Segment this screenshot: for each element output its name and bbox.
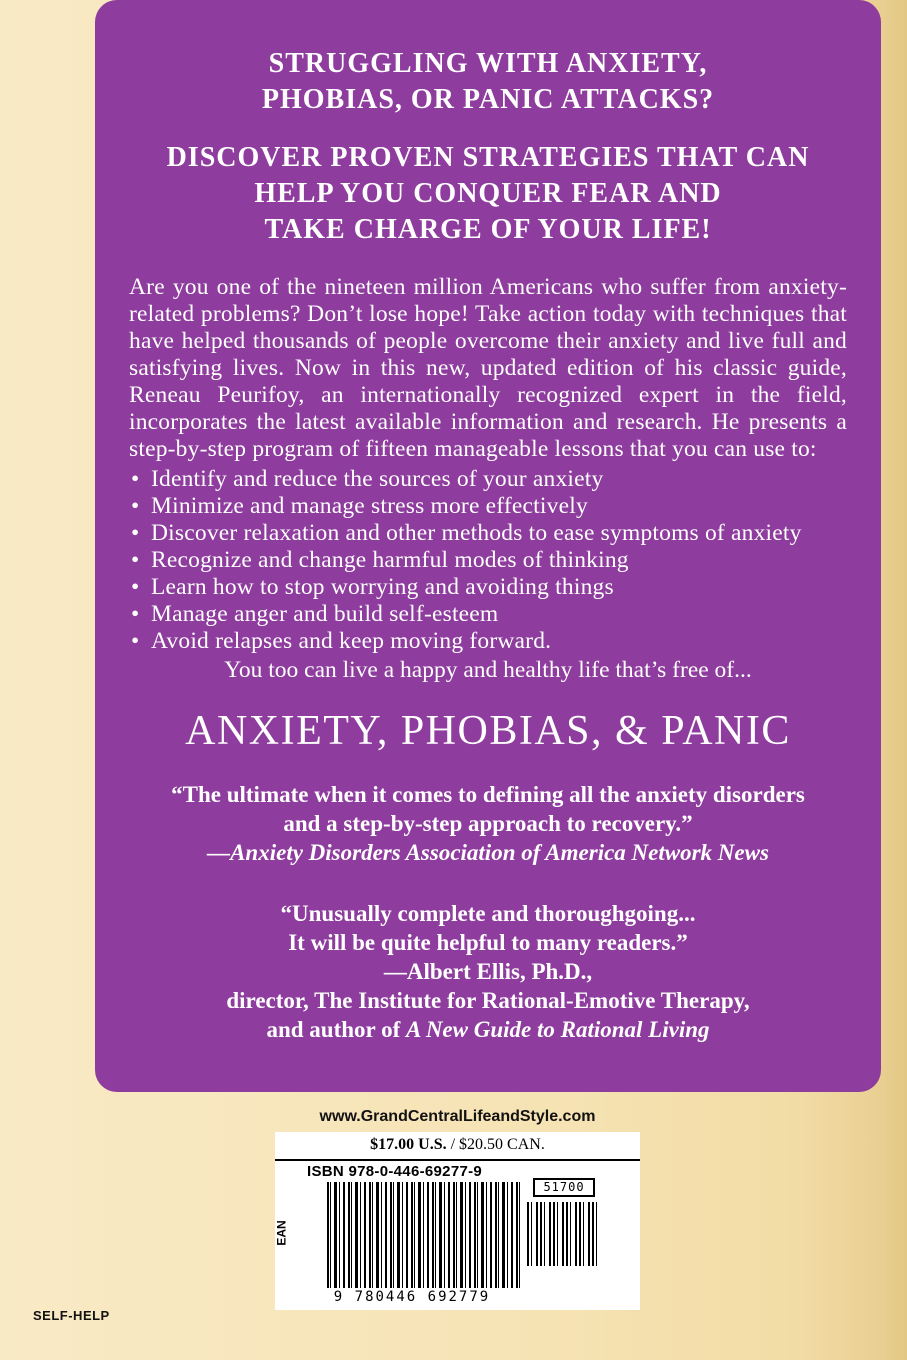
referenced-book-title: A New Guide to Rational Living bbox=[406, 1017, 710, 1042]
bullet-item: • Discover relaxation and other methods to ease symptoms of anxiety bbox=[129, 520, 847, 547]
book-title: ANXIETY, PHOBIAS, & PANIC bbox=[185, 708, 791, 754]
category-label: SELF-HELP bbox=[33, 1308, 110, 1323]
publisher-website-url: www.GrandCentralLifeandStyle.com bbox=[319, 1108, 596, 1125]
isbn-text: ISBN 978-0-446-69277-9 bbox=[307, 1163, 483, 1180]
price-us: $17.00 U.S. bbox=[370, 1136, 447, 1153]
price-can: / $20.50 CAN. bbox=[446, 1136, 545, 1153]
headline-line: TAKE CHARGE OF YOUR LIFE! bbox=[264, 214, 712, 245]
bullet-item: • Avoid relapses and keep moving forward. bbox=[129, 628, 847, 655]
headline-line: STRUGGLING WITH ANXIETY, bbox=[268, 48, 708, 79]
bullet-item: • Identify and reduce the sources of your anxiety bbox=[129, 466, 847, 493]
back-cover-purple-panel bbox=[95, 0, 881, 1092]
headline-line: HELP YOU CONQUER FEAR AND bbox=[254, 178, 722, 209]
barcode-image bbox=[327, 1182, 521, 1288]
barcode-addon-code: 51700 bbox=[533, 1178, 595, 1197]
ean-label: EAN bbox=[274, 1220, 289, 1246]
review-attribution-1: —Anxiety Disorders Association of America Network News bbox=[207, 840, 769, 865]
price-line bbox=[275, 1136, 640, 1154]
body-paragraph: Are you one of the nineteen million Americans who suffer from anxiety-related problems? Don’t lose hope! Take action today with techniques that have helped thousands of people overcome their anxiety and live full and satisfying lives. Now in this new, updated edition of his classic guide, Reneau Peurifoy, an internationally recognized expert in the field, incorporates the latest available information and research. He presents a step-by-step program of fifteen manageable lessons that you can use to: bbox=[129, 274, 847, 462]
barcode-panel bbox=[275, 1132, 640, 1310]
headline-question bbox=[129, 46, 847, 118]
review-quote-1 bbox=[129, 780, 847, 867]
author-of-text: and author of bbox=[266, 1017, 406, 1042]
bullet-item: • Minimize and manage stress more effectively bbox=[129, 493, 847, 520]
headline-line: PHOBIAS, OR PANIC ATTACKS? bbox=[261, 84, 715, 115]
quote-line: “The ultimate when it comes to defining all the anxiety disorders bbox=[171, 782, 805, 807]
review-attribution-2-role: director, The Institute for Rational-Emotive Therapy, bbox=[226, 988, 750, 1013]
review-attribution-2-book bbox=[129, 1015, 847, 1044]
bullet-item: • Learn how to stop worrying and avoiding things bbox=[129, 574, 847, 601]
quote-line: It will be quite helpful to many readers.” bbox=[288, 930, 688, 955]
barcode-digits: 9 780446 692779 bbox=[333, 1289, 491, 1305]
bullet-list bbox=[129, 466, 847, 655]
bullet-item: • Recognize and change harmful modes of thinking bbox=[129, 547, 847, 574]
bullet-item: • Manage anger and build self-esteem bbox=[129, 601, 847, 628]
quote-line: “Unusually complete and thoroughgoing... bbox=[280, 901, 696, 926]
closing-line: You too can live a happy and healthy life that’s free of... bbox=[224, 657, 752, 683]
quote-line: and a step-by-step approach to recovery.” bbox=[283, 811, 693, 836]
barcode-addon-image bbox=[527, 1202, 601, 1266]
review-attribution-2: —Albert Ellis, Ph.D., bbox=[383, 959, 593, 984]
headline-promise bbox=[129, 140, 847, 248]
divider-line bbox=[275, 1159, 640, 1161]
review-quote-2 bbox=[129, 899, 847, 1044]
headline-line: DISCOVER PROVEN STRATEGIES THAT CAN bbox=[166, 142, 810, 173]
